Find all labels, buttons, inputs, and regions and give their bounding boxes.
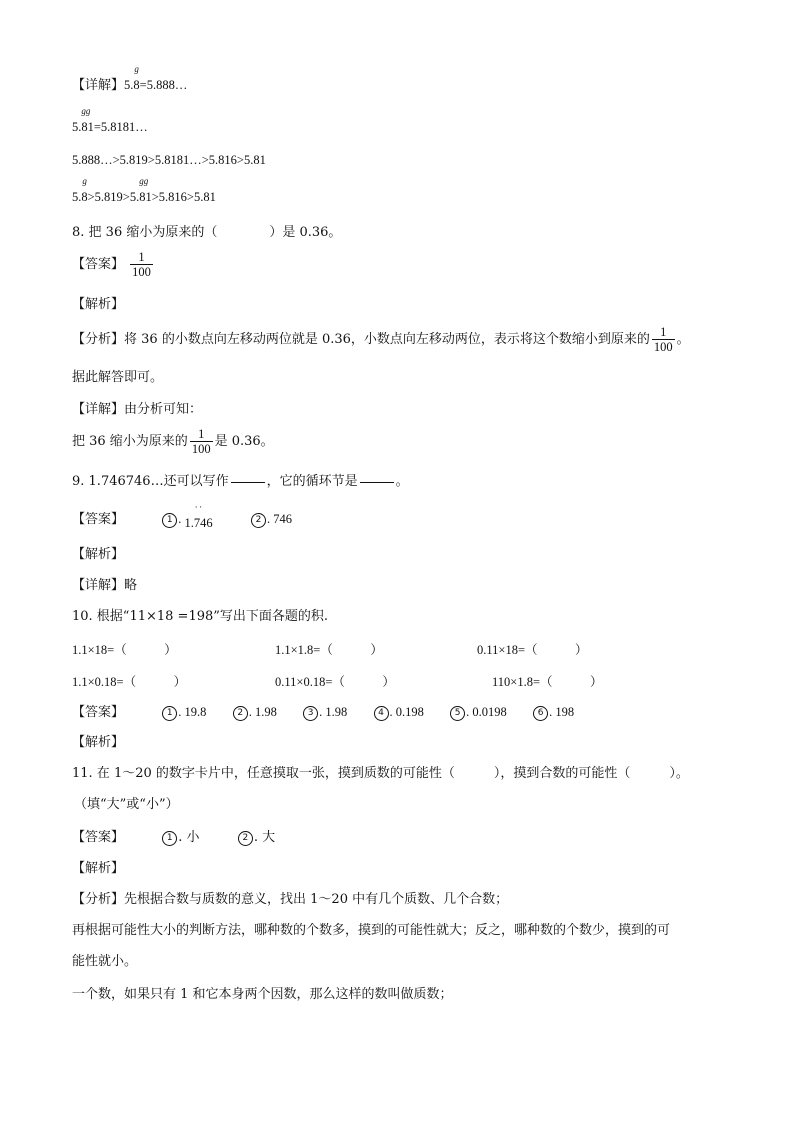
q10-item: 110×1.8=（ ） bbox=[492, 675, 603, 689]
circled-number: 2 bbox=[251, 513, 266, 528]
q10-item: 1.1×18=（ ） bbox=[72, 643, 177, 657]
answer-9 bbox=[72, 502, 292, 530]
answer-value: . 198 bbox=[549, 705, 575, 719]
period: 。 bbox=[676, 332, 690, 347]
recurring-dots: · · bbox=[194, 502, 202, 512]
int-part: 5. bbox=[124, 78, 134, 92]
detail-tag: 【详解】 bbox=[72, 402, 125, 417]
detail-line-1 bbox=[72, 64, 188, 95]
recurring-dot: g bbox=[134, 64, 139, 74]
comparison-line-2 bbox=[72, 176, 216, 206]
fraction-1-100 bbox=[130, 250, 153, 279]
analysis-heading-9: 【解析】 bbox=[72, 547, 125, 562]
comparison-end: >5.816>5.81 bbox=[151, 190, 216, 204]
analysis-heading-8: 【解析】 bbox=[72, 297, 125, 312]
answer-tag: 【答案】 bbox=[72, 512, 125, 527]
denominator: 100 bbox=[653, 340, 673, 354]
int-part: 1. bbox=[184, 516, 194, 530]
analysis-text: 先根据合数与质数的意义，找出 1～20 中有几个质数、几个合数； bbox=[124, 892, 509, 907]
detail-text-end: 是 0.36。 bbox=[214, 434, 274, 449]
fraction-1-100 bbox=[652, 325, 675, 354]
recurring-decimal bbox=[184, 502, 213, 530]
answer-value: . 0.198 bbox=[389, 705, 424, 719]
answer-8 bbox=[72, 250, 155, 279]
q10-item: 0.11×18=（ ） bbox=[477, 643, 588, 657]
answer-value: . 0.0198 bbox=[466, 705, 507, 719]
analysis-tag: 【分析】 bbox=[72, 332, 125, 347]
circled-number: 4 bbox=[374, 706, 389, 721]
numerator: 1 bbox=[198, 427, 205, 441]
question-10: 10. 根据“11×18 =198”写出下面各题的积. bbox=[72, 609, 329, 624]
q10-item: 1.1×1.8=（ ） bbox=[275, 643, 383, 657]
recurring-digits: 746 bbox=[193, 516, 213, 530]
int-part: 5. bbox=[129, 190, 140, 204]
int-part: 5. bbox=[72, 120, 82, 134]
answer-value: . 19.8 bbox=[178, 705, 207, 719]
expansion: =5.888… bbox=[139, 78, 188, 92]
comparison-line-1: 5.888…>5.819>5.8181…>5.816>5.81 bbox=[72, 153, 266, 167]
detail-8 bbox=[72, 401, 202, 419]
recurring-digits: 8 bbox=[133, 78, 140, 92]
answer-11 bbox=[72, 829, 275, 847]
analysis-11-cont-3: 一个数，如果只有 1 和它本身两个因数，那么这样的数叫做质数； bbox=[72, 987, 453, 1002]
analysis-11-cont-2: 能性就小。 bbox=[72, 954, 138, 969]
analysis-8 bbox=[72, 325, 690, 354]
recurring-dot: gg bbox=[81, 106, 91, 116]
analysis-heading-10: 【解析】 bbox=[72, 735, 125, 750]
detail-tag: 【详解】 bbox=[72, 78, 125, 93]
numerator: 1 bbox=[138, 250, 145, 264]
answer-value: . 1.98 bbox=[319, 705, 348, 719]
analysis-text: 将 36 的小数点向左移动两位就是 0.36，小数点向左移动两位，表示将这个数缩小到原来的 bbox=[124, 332, 650, 347]
fraction-1-100 bbox=[190, 427, 213, 456]
recurring-dot: gg bbox=[139, 176, 149, 186]
q10-item: 1.1×0.18=（ ） bbox=[72, 675, 187, 689]
circled-number: 2 bbox=[238, 831, 253, 846]
int-part: 5. bbox=[72, 190, 82, 204]
question-11: 11. 在 1～20 的数字卡片中，任意摸取一张，摸到质数的可能性（ ），摸到合数的可能性（ ）。 bbox=[72, 766, 689, 781]
question-text: 9. 1.746746…还可以写作 bbox=[72, 474, 229, 489]
expr-5-8-recurring bbox=[124, 64, 188, 92]
answer-tag: 【答案】 bbox=[72, 705, 125, 720]
answer-blank bbox=[360, 482, 394, 483]
detail-text: 由分析可知： bbox=[124, 402, 203, 417]
detail-text: 略 bbox=[124, 578, 138, 593]
answer-value: . 小 bbox=[178, 830, 200, 845]
question-text: 。 bbox=[395, 474, 409, 489]
circled-number: 1 bbox=[162, 706, 177, 721]
circled-number: 6 bbox=[533, 706, 548, 721]
detail-text: 把 36 缩小为原来的 bbox=[72, 434, 188, 449]
answer-10 bbox=[72, 703, 574, 722]
circled-number: 1 bbox=[162, 513, 177, 528]
analysis-heading-11: 【解析】 bbox=[72, 861, 125, 876]
question-11-hint: （填“大”或“小”） bbox=[74, 797, 179, 812]
circled-number: 5 bbox=[450, 706, 465, 721]
analysis-8-cont: 据此解答即可。 bbox=[72, 370, 164, 385]
recurring-digits: 81 bbox=[81, 120, 94, 134]
detail-tag: 【详解】 bbox=[72, 578, 125, 593]
analysis-11-cont-1: 再根据可能性大小的判断方法，哪种数的个数多，摸到的可能性就大；反之，哪种数的个数少，摸到的可 bbox=[72, 923, 671, 938]
denominator: 100 bbox=[132, 265, 151, 279]
question-9 bbox=[72, 473, 409, 491]
detail-line-2 bbox=[72, 106, 148, 136]
question-text: ，它的循环节是 bbox=[266, 474, 358, 489]
expansion: =5.8181… bbox=[93, 120, 148, 134]
recurring-digits: 81 bbox=[139, 190, 152, 204]
circled-number: 3 bbox=[303, 706, 318, 721]
answer-blank bbox=[231, 482, 265, 483]
answer-value: . 746 bbox=[266, 512, 292, 526]
denominator: 100 bbox=[191, 442, 211, 456]
detail-9 bbox=[72, 577, 137, 595]
answer-tag: 【答案】 bbox=[72, 830, 125, 845]
detail-8-cont bbox=[72, 427, 274, 456]
comparison-mid: >5.819> bbox=[87, 190, 130, 204]
analysis-tag: 【分析】 bbox=[72, 892, 125, 907]
recurring-digits: 8 bbox=[81, 190, 88, 204]
circled-number: 2 bbox=[233, 706, 248, 721]
analysis-11 bbox=[72, 891, 508, 909]
recurring-dot: g bbox=[82, 176, 87, 186]
q10-item: 0.11×0.18=（ ） bbox=[275, 675, 395, 689]
answer-value: . 大 bbox=[253, 830, 276, 845]
answer-value: . 1.98 bbox=[248, 705, 277, 719]
answer-tag: 【答案】 bbox=[72, 257, 125, 272]
answer-sep: . bbox=[178, 512, 185, 526]
circled-number: 1 bbox=[162, 831, 177, 846]
question-8: 8. 把 36 缩小为原来的（ ）是 0.36。 bbox=[72, 225, 342, 240]
numerator: 1 bbox=[660, 325, 667, 339]
